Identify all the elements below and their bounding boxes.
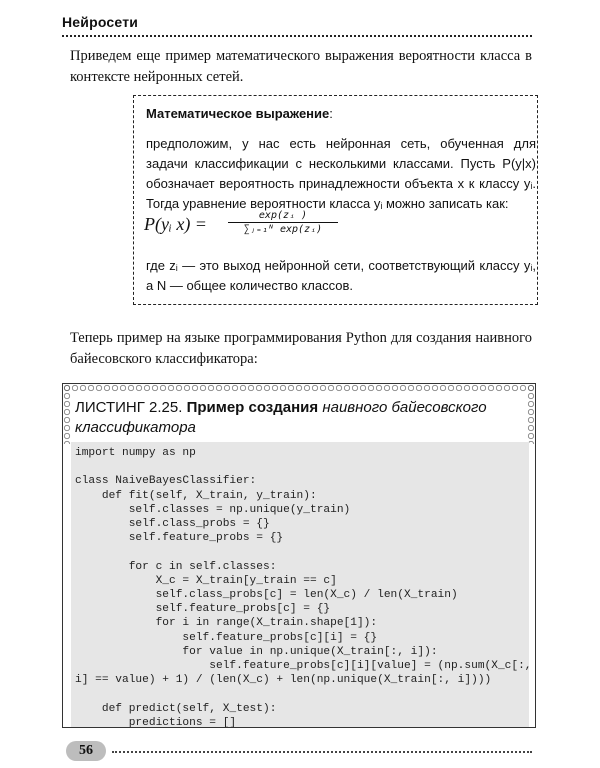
listing-border-ornament-right xyxy=(527,384,535,444)
listing-border-ornament-left xyxy=(63,384,71,444)
code-listing xyxy=(62,383,536,728)
listing-number: ЛИСТИНГ 2.25. xyxy=(75,399,183,416)
header-divider xyxy=(62,35,532,37)
formula-fraction xyxy=(228,210,338,235)
math-box-body: предположим, у нас есть нейронная сеть, обученная для задачи классификации с несколькими классами. Пусть P(y|x) обозначает вероятность принадлежности объекта x к классу yᵢ. Тогда уравнение вероятности класса yᵢ можно записать как: xyxy=(146,136,536,211)
footer-divider xyxy=(112,751,532,753)
code-text: import numpy as np class NaiveBayesClassifier: def fit(self, X_train, y_train): self.classes = np.unique(y_train) self.class_probs = {} self.feature_probs = {} for c in self.classes: X_c = X_train[y_train == c] self.class_probs[c] = len(X_c) / len(X_train) self.feature_probs[c] = {} for i in range(X_train.shape[1]): self.feature_probs[c][i] = {} for value in np.unique(X_train[:, i]): self.feature_probs[c][i][value] = (np.sum(X_c[:, i] == value) + 1) / (len(X_c) + len(np.unique(X_train[:, i]))) def predict(self, X_test): predictions = [] xyxy=(75,447,532,728)
formula-lhs: P(yᵢ x) = xyxy=(144,214,207,234)
math-box-tail: где zᵢ — это выход нейронной сети, соответствующий классу yᵢ, а N — общее количество классов. xyxy=(146,258,536,293)
page-number-badge: 56 xyxy=(66,741,106,761)
python-intro-paragraph: Теперь пример на языке программирования Python для создания наивного байесовского классификатора: xyxy=(70,330,532,367)
formula-numerator: exp(zᵢ ) xyxy=(228,210,338,223)
probability-formula xyxy=(144,210,344,250)
code-block xyxy=(71,442,532,728)
running-head: Нейросети xyxy=(62,14,139,30)
formula-denominator: ∑ⱼ₌₁ᴺ exp(zᵢ) xyxy=(243,224,323,235)
listing-border-ornament xyxy=(63,384,535,392)
math-box-title: Математическое выражение: xyxy=(146,106,333,121)
listing-caption xyxy=(75,398,515,438)
math-expression-box xyxy=(133,95,538,305)
listing-title-italic: наивного байесовского классификатора xyxy=(75,399,487,436)
intro-paragraph: Приведем еще пример математического выражения вероятности класса в контексте нейронных сетей. xyxy=(70,48,532,85)
listing-title-bold: Пример создания xyxy=(186,399,319,416)
